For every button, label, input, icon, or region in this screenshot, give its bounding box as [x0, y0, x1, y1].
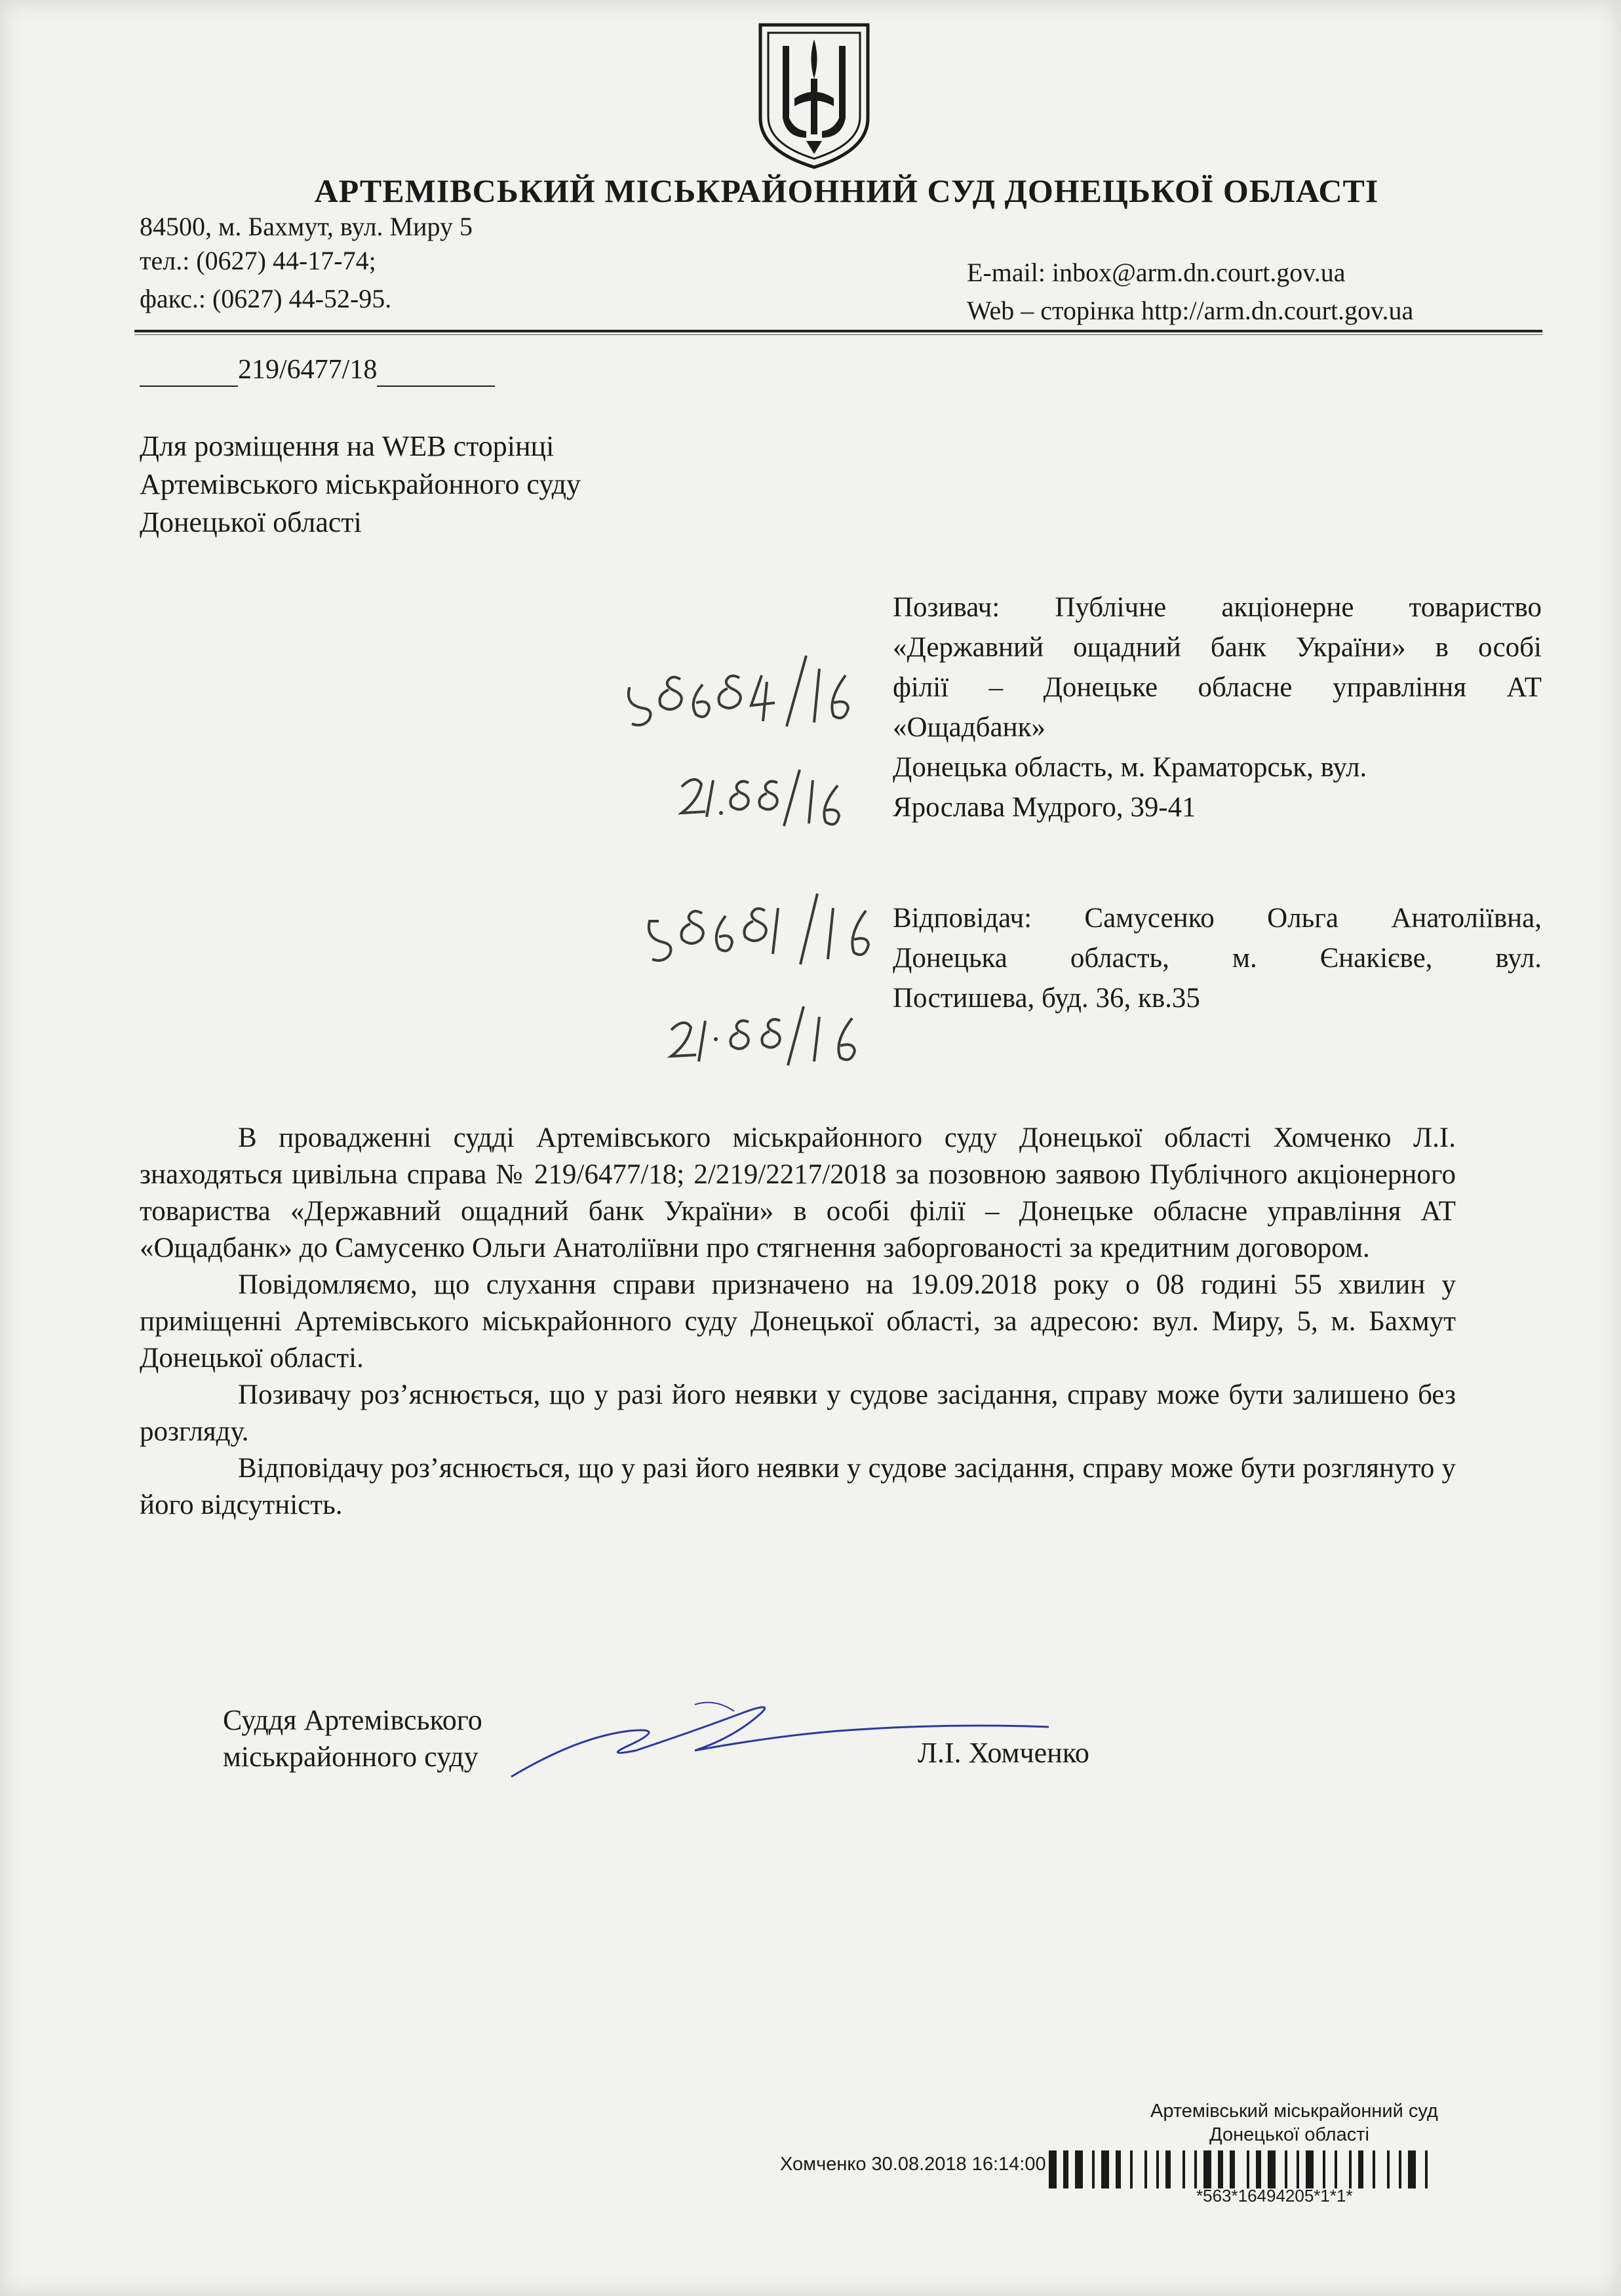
reg-number-text: 219/6477/18 [238, 355, 378, 385]
stamp-region: Донецької області [1209, 2124, 1369, 2145]
plaintiff-line: Ярослава Мудрого, 39-41 [893, 792, 1196, 823]
barcode-bar [1268, 2150, 1276, 2188]
recipient-line: Донецької області [140, 506, 362, 538]
barcode-bar [1116, 2150, 1121, 2188]
barcode-bar [1387, 2150, 1390, 2188]
barcode [1049, 2150, 1534, 2188]
barcode-bar [1256, 2150, 1261, 2188]
barcode-bar [1373, 2150, 1375, 2188]
registration-number [140, 354, 495, 387]
judge-name: Л.І. Хомченко [918, 1737, 1089, 1769]
barcode-bar [1306, 2150, 1314, 2188]
stamp-court: Артемівський міськрайонний суд [1150, 2101, 1438, 2122]
plaintiff-line: Донецька область, м. Краматорськ, вул. [893, 752, 1367, 783]
handwritten-date-1 [675, 761, 846, 833]
underline-right [377, 354, 495, 387]
recipient-line: Для розміщення на WEB сторінці [140, 430, 555, 462]
barcode-bar [1049, 2150, 1057, 2188]
barcode-bar [1358, 2150, 1363, 2188]
barcode-bar [1297, 2150, 1299, 2188]
barcode-bar [1323, 2150, 1325, 2188]
handwritten-incoming-number-1 [623, 643, 872, 741]
court-address: 84500, м. Бахмут, вул. Миру 5 [140, 212, 473, 241]
barcode-bar [1101, 2150, 1109, 2188]
judge-title-line: Суддя Артемівського [223, 1704, 482, 1736]
court-email: E-mail: inbox@arm.dn.court.gov.ua [967, 258, 1346, 287]
judge-title-line: міськрайонного суду [223, 1741, 478, 1773]
plaintiff-line: «Державний ощадний банк України» в особі [893, 632, 1542, 663]
plaintiff-line: філії – Донецьке обласне управління АТ [893, 672, 1542, 703]
body-paragraph: Повідомляємо, що слухання справи призначено на 19.09.2018 року о 08 годині 55 хвилин у приміщенні Артемівського міськрайонного суду Донецької області, за адресою: вул. Миру, 5, м. Бахмут Донецької області. [140, 1269, 1456, 1374]
judge-signature [498, 1659, 1062, 1790]
coat-of-arms-icon [755, 20, 873, 170]
barcode-bar [1144, 2150, 1147, 2188]
stamp-registration: Хомченко 30.08.2018 16:14:00 [780, 2154, 1046, 2175]
barcode-bar [1156, 2150, 1159, 2188]
barcode-bar [1203, 2150, 1211, 2188]
recipient-block [140, 427, 581, 542]
barcode-text: *563*16494205*1*1* [1196, 2186, 1353, 2206]
defendant-line: Донецька область, м. Єнакієве, вул. [893, 943, 1542, 974]
body-paragraph: Відповідачу роз’яснюється, що у разі його неявки у судове засідання, справу може бути розглянуто у його відсутність. [140, 1453, 1456, 1520]
plaintiff-line: Позивач: Публічне акціонерне товариство [893, 592, 1542, 623]
recipient-line: Артемівського міськрайонного суду [140, 468, 581, 500]
defendant-line: Відповідач: Самусенко Ольга Анатоліївна, [893, 903, 1542, 934]
plaintiff-line: «Ощадбанк» [893, 712, 1045, 743]
barcode-bar [1425, 2150, 1428, 2188]
barcode-bar [1285, 2150, 1287, 2188]
court-phone: тел.: (0627) 44-17-74; [140, 246, 376, 275]
underline-left [140, 354, 238, 387]
court-website: Web – сторінка http://arm.dn.court.gov.ua [967, 296, 1414, 325]
header-divider [134, 330, 1542, 332]
header-divider-thin [134, 334, 1542, 335]
handwritten-date-2 [662, 993, 872, 1072]
barcode-bar [1408, 2150, 1416, 2188]
handwritten-incoming-number-2 [639, 882, 888, 980]
plaintiff-block [893, 587, 1542, 827]
court-name: АРТЕМІВСЬКИЙ МІСЬКРАЙОННИЙ СУД ДОНЕЦЬКОЇ ОБЛАСТІ [314, 172, 1379, 209]
court-fax: факс.: (0627) 44-52-95. [140, 284, 392, 313]
barcode-bar [1218, 2150, 1223, 2188]
defendant-line: Постишева, буд. 36, кв.35 [893, 983, 1200, 1014]
barcode-bar [1335, 2150, 1337, 2188]
barcode-bar [1063, 2150, 1068, 2188]
barcode-bar [1092, 2150, 1095, 2188]
barcode-bar [1194, 2150, 1197, 2188]
body-paragraph: В провадженні судді Артемівського міськрайонного суду Донецької області Хомченко Л.І. знаходяться цивільна справа № 219/6477/18; 2/219/2217/2018 за позовною заявою Публічного акціонерного товариства «Державний ощадний банк України» в особі філії – Донецьке обласне управління АТ «Ощадбанк» до Самусенко Ольги Анатоліївни про стягнення заборгованості за кредитним договором. [140, 1122, 1456, 1263]
barcode-bar [1075, 2150, 1083, 2188]
barcode-bar [1182, 2150, 1185, 2188]
defendant-block [893, 898, 1542, 1018]
barcode-bar [1399, 2150, 1401, 2188]
barcode-bar [1349, 2150, 1352, 2188]
barcode-bar [1230, 2150, 1235, 2188]
barcode-bar [1130, 2150, 1133, 2188]
letter-body [140, 1120, 1456, 1524]
body-paragraph: Позивачу роз’яснюється, що у разі його неявки у судове засідання, справу може бути залишено без розгляду. [140, 1379, 1456, 1447]
barcode-bar [1247, 2150, 1249, 2188]
barcode-bar [1165, 2150, 1171, 2188]
judge-title [223, 1702, 482, 1775]
